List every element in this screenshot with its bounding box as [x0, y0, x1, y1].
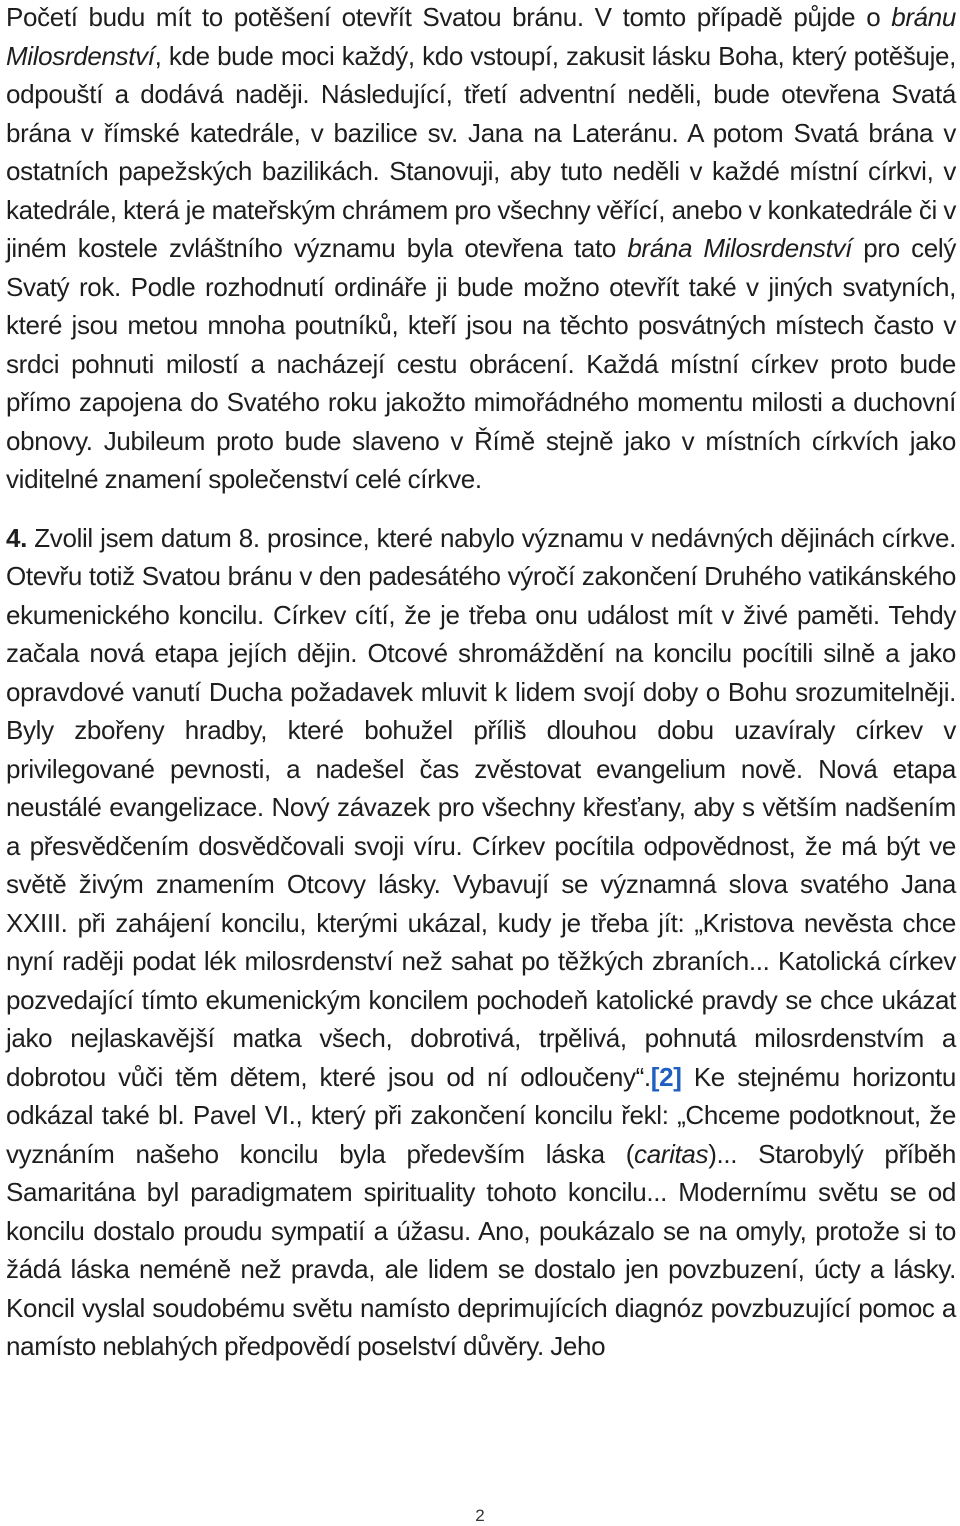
paragraph-2-text-a: Zvolil jsem datum 8. prosince, které nabylo významu v nedávných dějinách církve. Otevřu totiž Svatou bránu v den padesátého výročí zakončení Druhého vatikánského ekumenického koncilu. Církev cítí, že je třeba onu událost mít v živé paměti. Tehdy začala nová etapa jejích dějin. Otcové shromáždění na koncilu pocítili silně a jako opravdové vanutí Ducha požadavek mluvit k lidem svojí doby o Bohu srozumitelněji. Byly zbořeny hradby, které bohužel příliš dlouhou dobu uzavíraly církev v privilegované pevnosti, a nadešel čas zvěstovat evangelium nově. Nová etapa neustálé evangelizace. Nový závazek pro všechny křesťany, aby s větším nadšením a přesvědčením dosvědčovali svoji víru. Církev pocítila odpovědnost, že má být ve světě živým znamením Otcovy lásky. Vybavují se významná slova svatého Jana XXIII. při zahájení koncilu, kterými ukázal, kudy je třeba jít: „Kristova nevěsta chce nyní raději podat lék milosrdenství než sahat po těžkých zbraních... Katolická církev pozvedající tímto ekumenickým koncilem pochodeň katolické pravdy se chce ukázat jako nejlaskavější matka všech, dobrotivá, trpělivá, pohnutá milosrdenstvím a dobrotou vůči těm dětem, které jsou od ní odloučeny“. — [6, 522, 956, 1092]
document-body — [6, 0, 956, 1366]
footnote-reference-link[interactable]: [2] — [650, 1061, 682, 1092]
paragraph-gap — [6, 499, 956, 519]
paragraph-1-text-c: pro celý Svatý rok. Podle rozhodnutí ordináře ji bude možno otevřít také v jiných svatyních, které jsou metou mnoha poutníků, kteří jsou na těchto posvátných místech často v srdci pohnuti milostí a nacházejí cestu obrácení. Každá místní církev proto bude přímo zapojena do Svatého roku jakožto mimořádného momentu milosti a duchovní obnovy. Jubileum proto bude slaveno v Římě stejně jako v místních církvích jako viditelné znamení společenství celé církve. — [6, 233, 956, 494]
paragraph-1-emphasis-b: brána Milosrdenství — [627, 233, 852, 263]
paragraph-1-text-a: Početí budu mít to potěšení otevřít Svatou bránu. V tomto případě půjde o — [6, 2, 892, 32]
page-number: 2 — [475, 1506, 485, 1525]
paragraph-1 — [6, 0, 956, 499]
paragraph-2-text-b: Ke stejnému horizontu odkázal také bl. Pavel VI., který při zakončení koncilu řekl: „Chceme podotknout, že vyznáním našeho koncilu byla především láska ( — [6, 1061, 957, 1169]
paragraph-2 — [6, 519, 956, 1366]
section-number: 4. — [6, 522, 27, 553]
paragraph-1-text-b: , kde bude moci každý, kdo vstoupí, zakusit lásku Boha, který potěšuje, odpouští a dodává naději. Následující, třetí adventní neděli, bude otevřena Svatá brána v římské katedrále, v bazilice sv. Jana na Lateránu. A potom Svatá brána v ostatních papežských bazilikách. Stanovuji, aby tuto neděli v každé místní církvi, v katedrále, která je mateřským chrámem pro všechny věřící, anebo v konkatedrále či v jiném kostele zvláštního významu byla otevřena tato — [6, 40, 956, 263]
paragraph-1-emphasis-a: bránu Milosrdenství — [6, 2, 956, 71]
paragraph-2-emphasis: caritas — [634, 1138, 709, 1169]
paragraph-2-text-c: )... Starobylý příběh Samaritána byl paradigmatem spirituality tohoto koncilu... Modernímu světu se od koncilu dostalo proudu sympatií a úžasu. Ano, poukázalo se na omyly, protože si to žádá láska neméně než pravda, ale lidem se dostalo jen povzbuzení, úcty a lásky. Koncil vyslal soudobému světu namísto deprimujících diagnóz povzbuzující pomoc a namísto neblahých předpovědí poselství důvěry. Jeho — [6, 1138, 957, 1361]
